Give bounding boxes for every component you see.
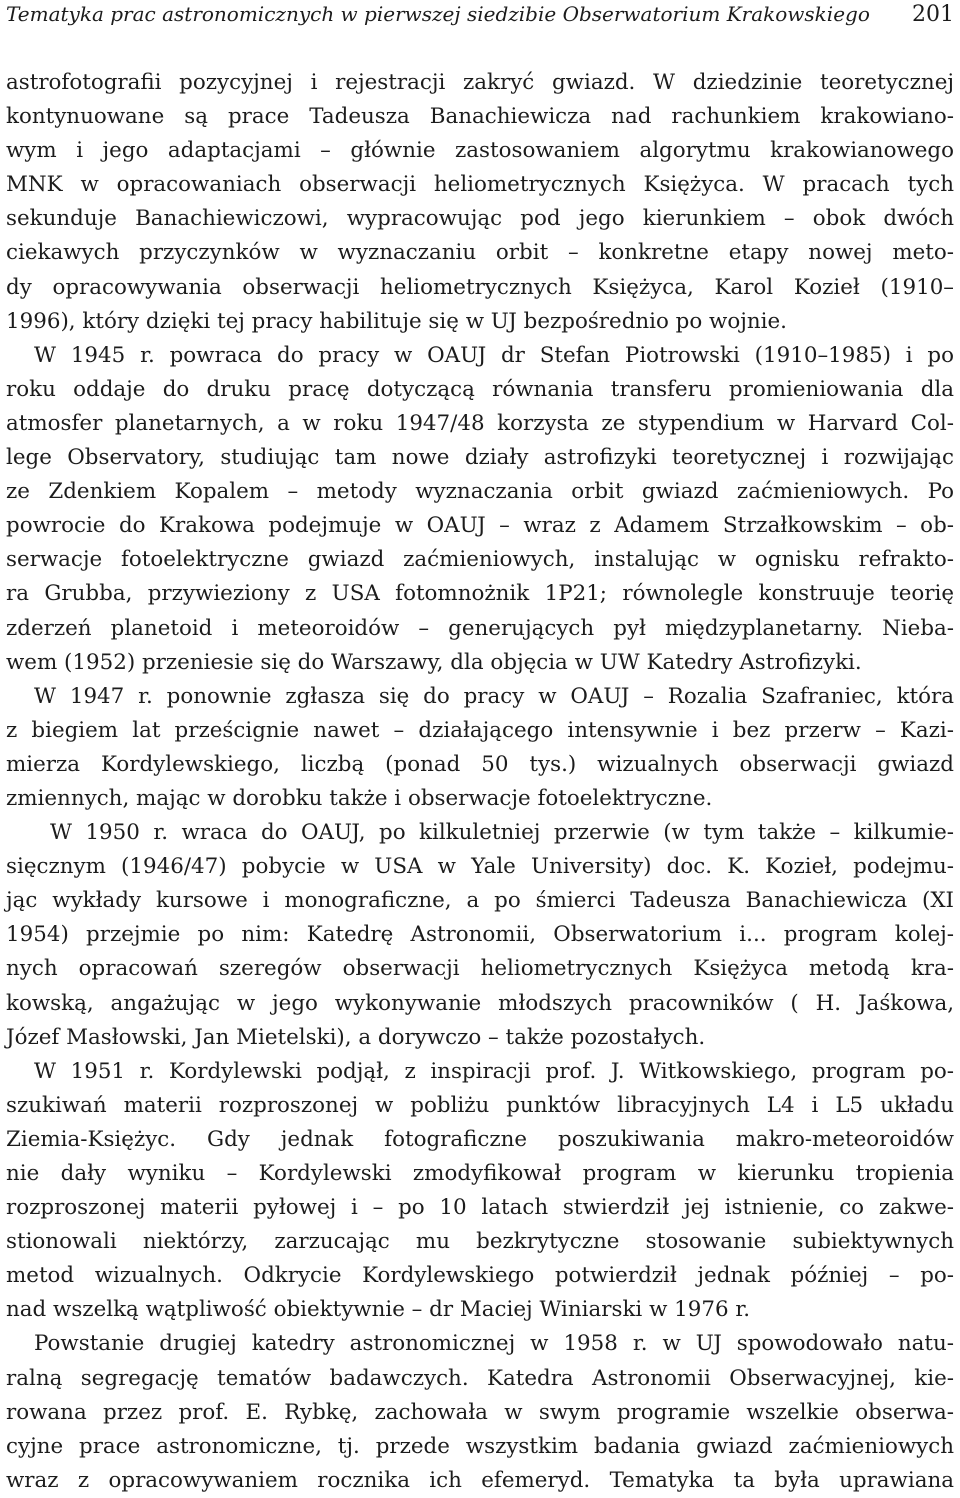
text-line: 1996), który dzięki tej pracy habilituje się w UJ bezpośrednio po wojnie. — [6, 308, 787, 334]
text-line: 1954) przejmie po nim: Katedrę Astronomii, Obserwatorium i... program kolej- — [6, 922, 954, 948]
text-line: Józef Masłowski, Jan Mietelski), a dorywczo – także pozostałych. — [6, 1024, 706, 1050]
text-line: jąc wykłady kursowe i monograficzne, a po śmierci Tadeusza Banachiewicza (XI — [6, 888, 954, 914]
text-line: W 1951 r. Kordylewski podjął, z inspiracji prof. J. Witkowskiego, program po- — [34, 1058, 954, 1084]
text-line: powrocie do Krakowa podejmuje w OAUJ – wraz z Adamem Strzałkowskim – ob- — [6, 513, 954, 539]
text-line: nad wszelką wątpliwość obiektywnie – dr Maciej Winiarski w 1976 r. — [6, 1297, 751, 1323]
text-line: mierza Kordylewskiego, liczbą (ponad 50 tys.) wizualnych obserwacji gwiazd — [6, 751, 954, 777]
text-line: W 1945 r. powraca do pracy w OAUJ dr Stefan Piotrowski (1910–1985) i po — [34, 342, 954, 368]
text-line: kontynuowane są prace Tadeusza Banachiewicza nad rachunkiem krakowiano- — [6, 104, 954, 130]
text-line: wym i jego adaptacjami – głównie zastosowaniem algorytmu krakowianowego — [6, 138, 954, 164]
text-line: zmiennych, mając w dorobku także i obserwacje fotoelektryczne. — [6, 785, 713, 811]
text-line: sekunduje Banachiewiczowi, wypracowując pod jego kierunkiem – obok dwóch — [6, 206, 954, 232]
text-line: W 1947 r. ponownie zgłasza się do pracy w OAUJ – Rozalia Szafraniec, która — [34, 683, 954, 709]
running-header — [6, 2, 954, 32]
running-title: Tematyka prac astronomicznych w pierwszej siedzibie Obserwatorium Krakowskiego — [6, 2, 870, 26]
text-line: ralną segregację tematów badawczych. Katedra Astronomii Obserwacyjnej, kie- — [6, 1365, 954, 1391]
text-line: nie dały wyniku – Kordylewski zmodyfikował program w kierunku tropienia — [6, 1161, 954, 1186]
text-line: ra Grubba, przywieziony z USA fotomnożnik 1P21; równolegle konstruuje teorię — [6, 581, 954, 607]
text-line: astrofotografii pozycyjnej i rejestracji zakryć gwiazd. W dziedzinie teoretycznej — [6, 70, 954, 95]
text-line: dy opracowywania obserwacji heliometrycznych Księżyca, Karol Kozieł (1910– — [6, 274, 954, 300]
text-line: z biegiem lat prześcignie nawet – działającego intensywnie i bez przerw – Kazi- — [6, 717, 954, 743]
text-line: Ziemia-Księżyc. Gdy jednak fotograficzne poszukiwania makro-meteoroidów — [6, 1126, 954, 1152]
page-number: 201 — [912, 2, 954, 27]
body-text — [6, 66, 954, 1498]
text-line: kowską, angażując w jego wykonywanie młodszych pracowników ( H. Jaśkowa, — [6, 990, 954, 1016]
text-line: atmosfer planetarnych, a w roku 1947/48 korzysta ze stypendium w Harvard Col- — [6, 410, 954, 436]
text-line: cyjne prace astronomiczne, tj. przede wszystkim badania gwiazd zaćmieniowych — [6, 1433, 954, 1459]
text-line: MNK w opracowaniach obserwacji heliometrycznych Księżyca. W pracach tych — [6, 172, 954, 198]
text-line: lege Observatory, studiując tam nowe działy astrofizyki teoretycznej i rozwijając — [6, 445, 954, 471]
text-line: Powstanie drugiej katedry astronomicznej w 1958 r. w UJ spowodowało natu- — [34, 1331, 954, 1357]
text-line: W 1950 r. wraca do OAUJ, po kilkuletniej przerwie (w tym także – kilkumie- — [50, 820, 954, 846]
text-line: metod wizualnych. Odkrycie Kordylewskiego potwierdził jednak później – po- — [6, 1263, 954, 1289]
text-line: wem (1952) przeniesie się do Warszawy, dla objęcia w UW Katedry Astrofizyki. — [6, 649, 862, 675]
text-line: nych opracowań szeregów obserwacji heliometrycznych Księżyca metodą kra- — [6, 956, 954, 982]
text-line: roku oddaje do druku pracę dotyczącą równania transferu promieniowania dla — [6, 376, 954, 402]
text-line: rowana przez prof. E. Rybkę, zachowała w swym programie wszelkie obserwa- — [6, 1399, 954, 1425]
text-line: rozproszonej materii pyłowej i – po 10 latach stwierdził jej istnienie, co zakwe- — [6, 1195, 954, 1221]
text-line: zderzeń planetoid i meteoroidów – generujących pył międzyplanetarny. Nieba- — [6, 615, 954, 641]
text-line: ciekawych przyczynków w wyznaczaniu orbit – konkretne etapy nowej meto- — [6, 240, 954, 266]
text-line: wraz z opracowywaniem rocznika ich efemeryd. Tematyka ta była uprawiana — [6, 1467, 954, 1493]
text-line: sięcznym (1946/47) pobycie w USA w Yale University) doc. K. Kozieł, podejmu- — [6, 854, 954, 880]
text-line: stionowali niektórzy, zarzucając mu bezkrytyczne stosowanie subiektywnych — [6, 1229, 954, 1255]
text-line: szukiwań materii rozproszonej w pobliżu punktów libracyjnych L4 i L5 układu — [6, 1092, 954, 1118]
text-line: serwacje fotoelektryczne gwiazd zaćmieniowych, instalując w ognisku refrakto- — [6, 547, 954, 573]
text-line: ze Zdenkiem Kopalem – metody wyznaczania orbit gwiazd zaćmieniowych. Po — [6, 479, 954, 505]
